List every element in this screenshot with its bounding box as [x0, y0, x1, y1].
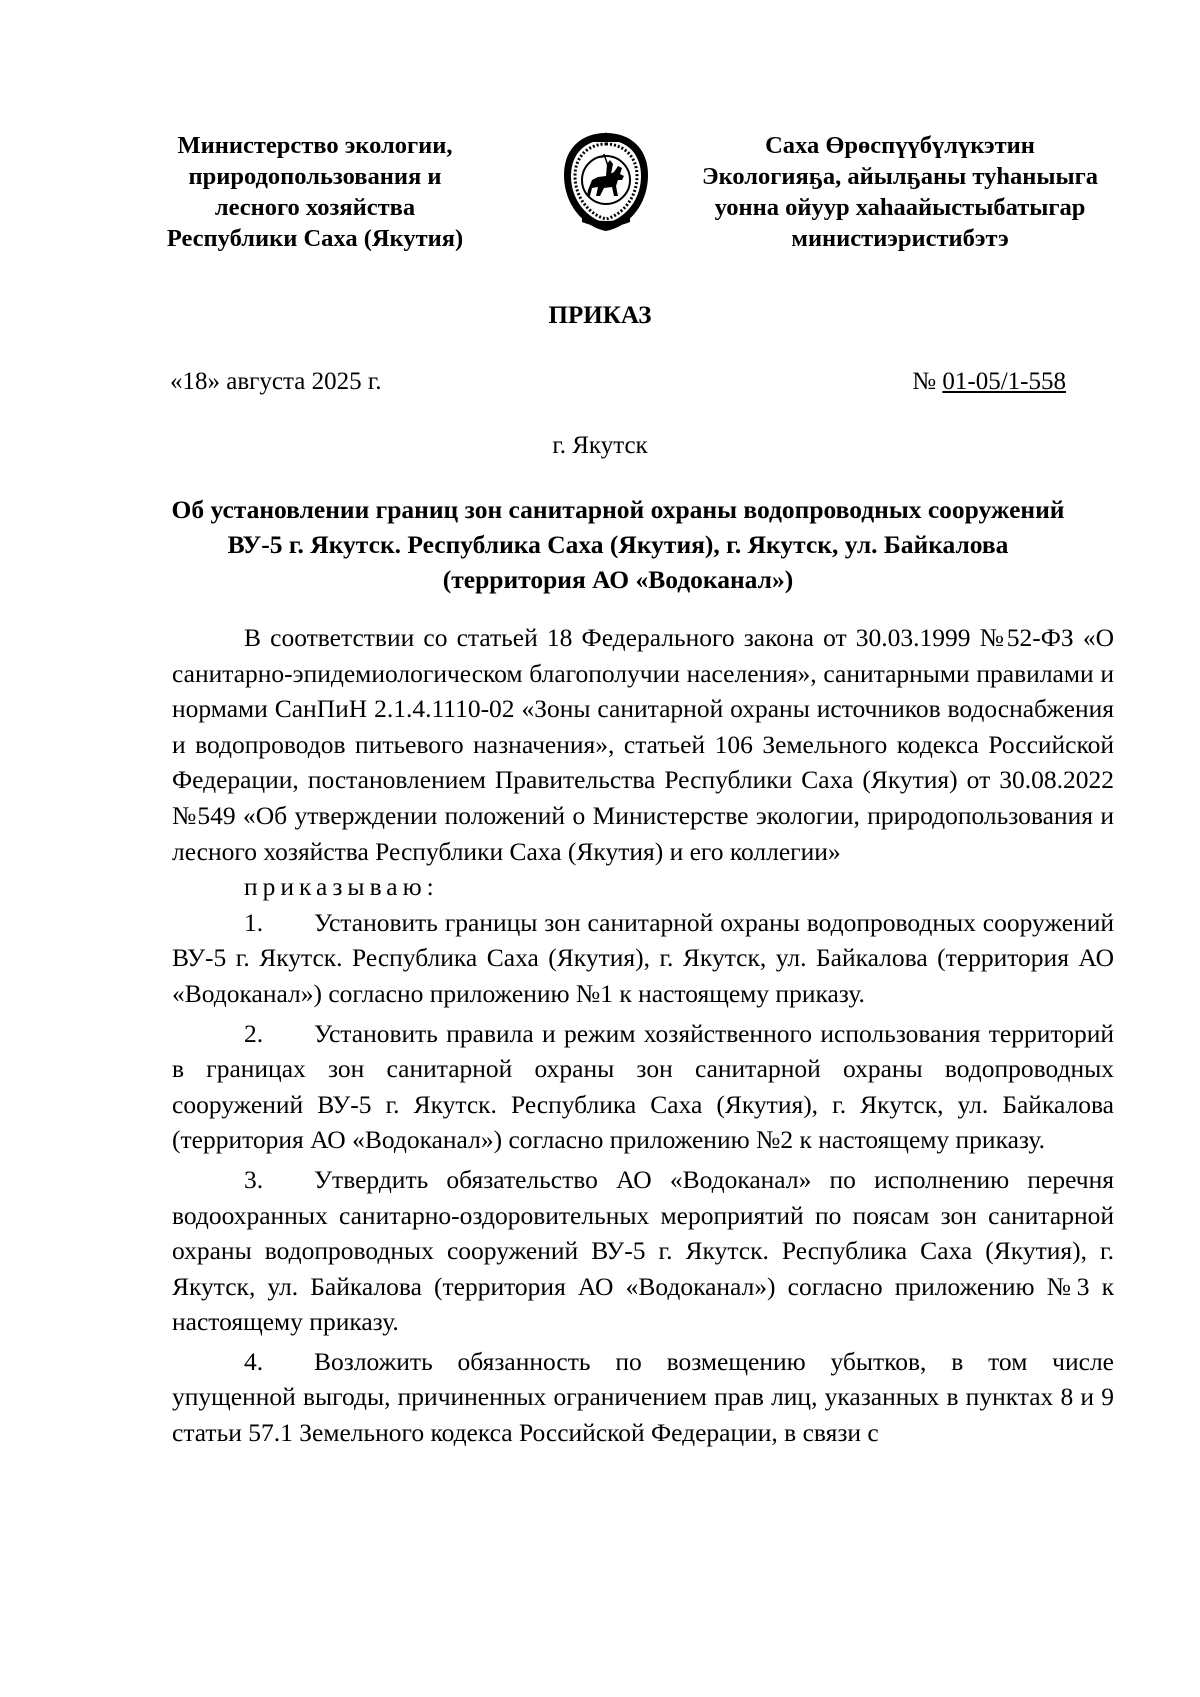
ministry-name-line: лесного хозяйства	[214, 194, 416, 221]
document-subject: Об установлении границ зон санитарной охраны водопроводных сооружений ВУ-5 г. Якутск. Республика Саха (Якутия), г. Якутск, ул. Байкалова (территория АО «Водоканал»)	[171, 495, 1065, 594]
order-item	[172, 1162, 1114, 1340]
document-city: г. Якутск	[552, 432, 648, 459]
orders-word: приказываю:	[244, 872, 439, 902]
ministry-name-yakut	[700, 130, 1100, 254]
order-item-text: Установить правила и режим хозяйственного использования территорий в границах зон санитарной охраны зон санитарной охраны водопроводных сооружений ВУ-5 г. Якутск. Республика Саха (Якутия), г. Якутск, ул. Байкалова (территория АО «Водоканал») согласно приложению №2 к настоящему приказу.	[172, 1018, 1114, 1155]
document-number	[912, 368, 1066, 396]
ministry-name-line: Министерство экологии,	[177, 132, 453, 159]
order-item-number: 4.	[244, 1346, 264, 1376]
number-value: 01-05/1-558	[942, 368, 1066, 395]
order-item-number: 2.	[244, 1018, 264, 1048]
order-item	[172, 1344, 1114, 1451]
document-date: «18» августа 2025 г.	[170, 368, 382, 395]
order-item	[172, 1016, 1114, 1158]
order-item-text: Утвердить обязательство АО «Водоканал» по исполнению перечня водоохранных санитарно-оздоровительных мероприятий по поясам зон санитарной охраны водопроводных сооружений ВУ-5 г. Якутск. Республика Саха (Якутия), г. Якутск, ул. Байкалова (территория АО «Водоканал») согласно приложению №3 к настоящему приказу.	[172, 1164, 1114, 1337]
order-item	[172, 905, 1114, 1012]
preamble-paragraph: В соответствии со статьей 18 Федерального закона от 30.03.1999 №52-ФЗ «О санитарно-эпидемиологическом благополучии населения», санитарными правилами и нормами СанПиН 2.1.4.1110-02 «Зоны санитарной охраны источников водоснабжения и водопроводов питьевого назначения», статьей 106 Земельного кодекса Российской Федерации, постановлением Правительства Республики Саха (Якутия) от 30.08.2022 №549 «Об утверждении положений о Министерстве экологии, природопользования и лесного хозяйства Республики Саха (Якутия) и его коллегии»	[172, 623, 1114, 866]
document-title: ПРИКАЗ	[548, 302, 652, 329]
number-prefix: №	[912, 368, 943, 395]
ministry-name-line: Республики Саха (Якутия)	[166, 225, 464, 252]
ministry-name-line: уонна ойуур хаһаайыстыбатыгар	[714, 194, 1086, 221]
order-item-text: Возложить обязанность по возмещению убытков, в том числе упущенной выгоды, причиненных ограничением прав лиц, указанных в пунктах 8 и 9 статьи 57.1 Земельного кодекса Российской Федерации, в связи с	[172, 1346, 1114, 1448]
ministry-name-line: министиэристибэтэ	[791, 225, 1009, 252]
ministry-name-line: Экологияҕа, айылҕаны туһаныыга	[701, 163, 1099, 190]
document-body	[172, 620, 1114, 1451]
coat-of-arms-yakutia-icon	[560, 130, 652, 234]
order-item-number: 1.	[244, 907, 264, 937]
order-item-number: 3.	[244, 1164, 264, 1194]
ministry-name-line: Саха Өрөспүүбүлүкэтин	[765, 132, 1035, 159]
ministry-name-line: природопользования и	[188, 163, 442, 190]
order-item-text: Установить границы зон санитарной охраны водопроводных сооружений ВУ-5 г. Якутск. Республика Саха (Якутия), г. Якутск, ул. Байкалова (территория АО «Водоканал») согласно приложению №1 к настоящему приказу.	[172, 907, 1114, 1008]
ministry-name-russian	[150, 130, 480, 254]
